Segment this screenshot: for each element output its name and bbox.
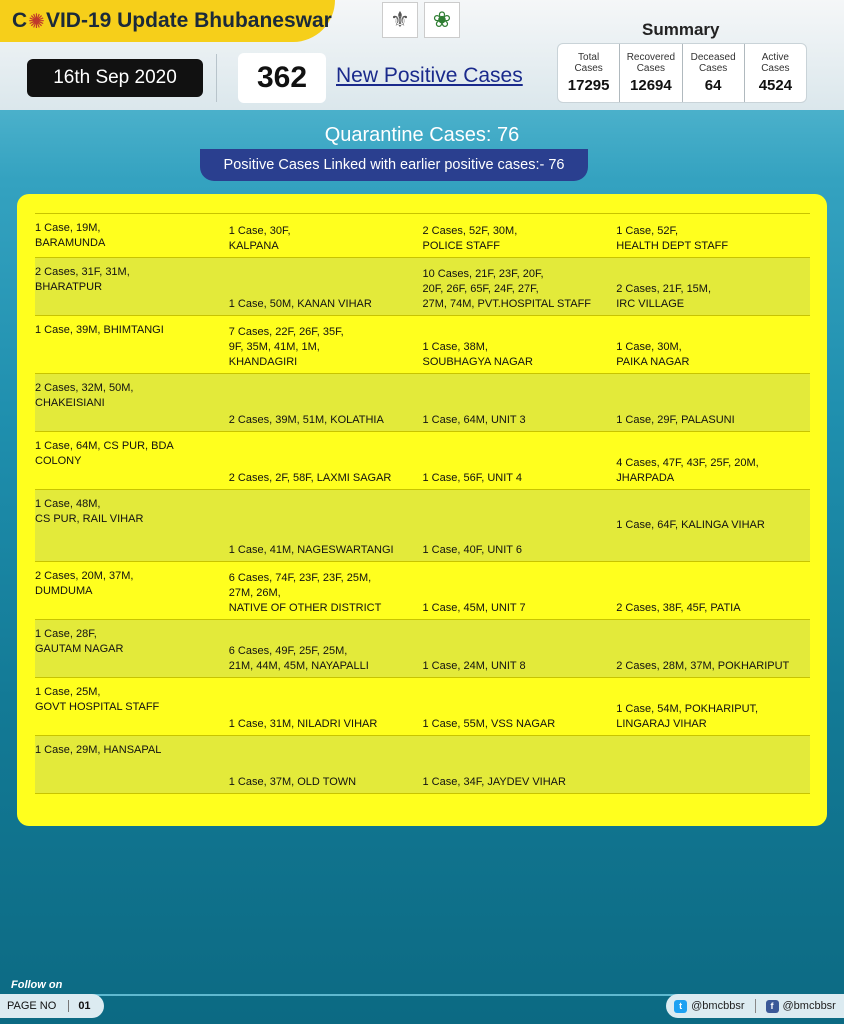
case-cell: 7 Cases, 22F, 26F, 35F, 9F, 35M, 41M, 1M, KHANDAGIRI bbox=[228, 326, 344, 368]
new-cases-count: 362 bbox=[238, 53, 326, 103]
case-cell: 1 Case, 64M, CS PUR, BDA COLONY bbox=[35, 440, 174, 467]
case-cell: 1 Case, 34F, JAYDEV VIHAR bbox=[422, 776, 566, 788]
case-cell: 6 Cases, 74F, 23F, 23F, 25M, 27M, 26M, NATIVE OF OTHER DISTRICT bbox=[228, 572, 382, 614]
case-cell: 1 Case, 30M, PAIKA NAGAR bbox=[616, 341, 690, 368]
case-cell: 1 Case, 29F, PALASUNI bbox=[616, 414, 735, 426]
case-cell: 1 Case, 38M, SOUBHAGYA NAGAR bbox=[422, 341, 533, 368]
quarantine-cases: Quarantine Cases: 76 bbox=[324, 124, 520, 146]
twitter-handle: @bmcbbsr bbox=[691, 1000, 745, 1012]
social-divider bbox=[755, 999, 756, 1013]
case-cell: 1 Case, 25M, GOVT HOSPITAL STAFF bbox=[35, 686, 160, 713]
summary-value: 64 bbox=[704, 77, 722, 94]
case-cell: 1 Case, 48M, CS PUR, RAIL VIHAR bbox=[35, 498, 144, 525]
twitter-link[interactable] bbox=[674, 1000, 744, 1013]
bmc-logo-icon: ❀ bbox=[424, 2, 460, 38]
case-cell: 1 Case, 55M, VSS NAGAR bbox=[422, 718, 556, 730]
case-cell: 1 Case, 52F, HEALTH DEPT STAFF bbox=[616, 225, 729, 252]
table-row bbox=[35, 432, 810, 490]
case-cell: 1 Case, 54M, POKHARIPUT, LINGARAJ VIHAR bbox=[616, 703, 759, 730]
summary-value: 17295 bbox=[567, 77, 610, 94]
virus-icon: ✺ bbox=[28, 10, 45, 33]
case-cell: 2 Cases, 20M, 37M, DUMDUMA bbox=[35, 570, 134, 597]
case-cell: 1 Case, 40F, UNIT 6 bbox=[422, 544, 522, 556]
table-row bbox=[35, 316, 810, 374]
twitter-icon: t bbox=[674, 1000, 687, 1013]
page-no-value: 01 bbox=[68, 1000, 90, 1012]
summary-title: Summary bbox=[642, 20, 720, 39]
summary-item bbox=[620, 44, 682, 102]
new-cases-label: New Positive Cases bbox=[336, 64, 523, 87]
date-text: 16th Sep 2020 bbox=[53, 67, 177, 88]
case-cell: 1 Case, 64F, KALINGA VIHAR bbox=[616, 519, 765, 531]
date-badge bbox=[27, 59, 203, 97]
table-row bbox=[35, 736, 810, 794]
title-prefix: C bbox=[12, 9, 28, 32]
page-no-label: PAGE NO bbox=[7, 1000, 57, 1012]
summary-label: Total Cases bbox=[574, 52, 603, 74]
case-cell: 1 Case, 45M, UNIT 7 bbox=[422, 602, 526, 614]
case-cell: 1 Case, 30F, KALPANA bbox=[228, 225, 291, 252]
odisha-seal-icon: ⚜ bbox=[382, 2, 418, 38]
case-cell: 2 Cases, 2F, 58F, LAXMI SAGAR bbox=[228, 472, 392, 484]
page-number bbox=[0, 994, 104, 1018]
summary-label: Deceased Cases bbox=[690, 52, 736, 74]
case-cell bbox=[616, 736, 810, 793]
facebook-icon: f bbox=[766, 1000, 779, 1013]
case-cell: 10 Cases, 21F, 23F, 20F, 20F, 26F, 65F, 24F, 27F, 27M, 74M, PVT.HOSPITAL STAFF bbox=[422, 268, 592, 310]
table-row bbox=[35, 620, 810, 678]
social-links bbox=[666, 994, 844, 1018]
case-cell: 1 Case, 56F, UNIT 4 bbox=[422, 472, 522, 484]
case-cell: 4 Cases, 47F, 43F, 25F, 20M, JHARPADA bbox=[616, 457, 759, 484]
case-cell: 2 Cases, 52F, 30M, POLICE STAFF bbox=[422, 225, 518, 252]
case-cell: 6 Cases, 49F, 25F, 25M, 21M, 44M, 45M, NAYAPALLI bbox=[228, 645, 369, 672]
case-cell: 2 Cases, 39M, 51M, KOLATHIA bbox=[228, 414, 384, 426]
table-row bbox=[35, 214, 810, 258]
table-row bbox=[35, 562, 810, 620]
summary-value: 4524 bbox=[758, 77, 793, 94]
table-row bbox=[35, 490, 810, 562]
case-cell: 2 Cases, 38F, 45F, PATIA bbox=[616, 602, 741, 614]
title-banner bbox=[0, 0, 335, 42]
case-cell: 1 Case, 37M, OLD TOWN bbox=[228, 776, 357, 788]
linked-cases-banner: Positive Cases Linked with earlier positive cases:- 76 bbox=[200, 149, 588, 181]
case-cell: 1 Case, 31M, NILADRI VIHAR bbox=[228, 718, 378, 730]
summary-label: Active Cases bbox=[761, 52, 790, 74]
summary-item bbox=[558, 44, 620, 102]
page-title: VID-19 Update Bhubaneswar bbox=[45, 9, 332, 32]
divider bbox=[216, 54, 217, 102]
summary-label: Recovered Cases bbox=[626, 52, 676, 74]
case-cell: 1 Case, 64M, UNIT 3 bbox=[422, 414, 526, 426]
table-row bbox=[35, 258, 810, 316]
case-cell: 1 Case, 39M, BHIMTANGI bbox=[35, 324, 164, 336]
summary-item bbox=[683, 44, 745, 102]
table-row bbox=[35, 374, 810, 432]
case-cell: 2 Cases, 21F, 15M, IRC VILLAGE bbox=[616, 283, 712, 310]
case-cell: 1 Case, 19M, BARAMUNDA bbox=[35, 222, 106, 249]
logos bbox=[382, 2, 460, 38]
summary-panel bbox=[557, 43, 807, 103]
facebook-link[interactable] bbox=[766, 1000, 836, 1013]
table-row bbox=[35, 678, 810, 736]
facebook-handle: @bmcbbsr bbox=[782, 1000, 836, 1012]
case-cell: 1 Case, 41M, NAGESWARTANGI bbox=[228, 544, 394, 556]
follow-on-label: Follow on bbox=[11, 979, 63, 991]
case-cell: 1 Case, 28F, GAUTAM NAGAR bbox=[35, 628, 124, 655]
header-bar bbox=[0, 0, 844, 110]
case-cell: 1 Case, 29M, HANSAPAL bbox=[35, 744, 162, 756]
summary-value: 12694 bbox=[630, 77, 672, 94]
case-cell: 2 Cases, 32M, 50M, CHAKEISIANI bbox=[35, 382, 134, 409]
cases-grid bbox=[35, 213, 810, 794]
case-cell: 2 Cases, 31F, 31M, BHARATPUR bbox=[35, 266, 130, 293]
case-cell: 2 Cases, 28M, 37M, POKHARIPUT bbox=[616, 660, 790, 672]
summary-item bbox=[745, 44, 806, 102]
case-cell: 1 Case, 24M, UNIT 8 bbox=[422, 660, 526, 672]
case-cell: 1 Case, 50M, KANAN VIHAR bbox=[228, 298, 372, 310]
